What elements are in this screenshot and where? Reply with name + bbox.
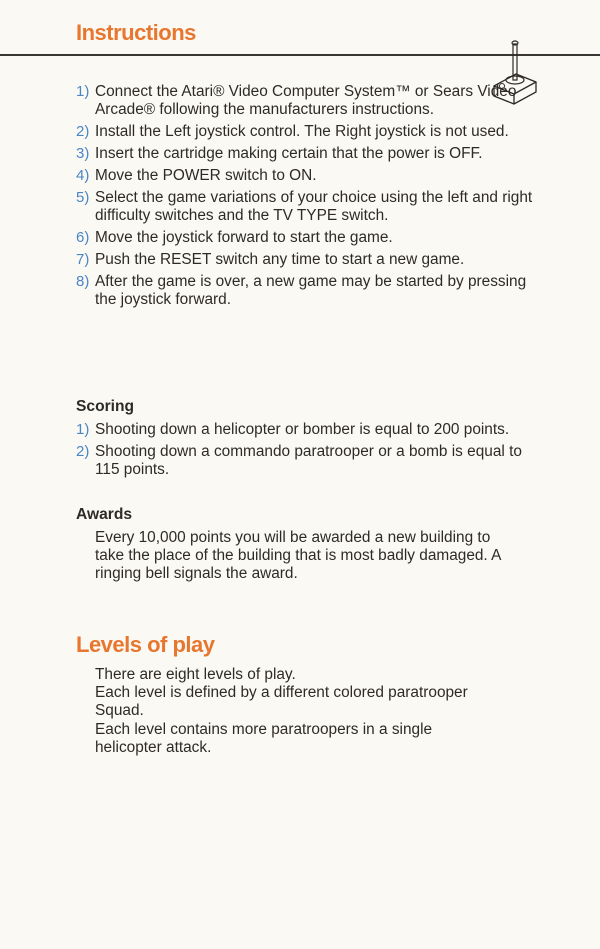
step-number: 7) <box>76 251 90 268</box>
step-number: 2) <box>76 123 90 140</box>
step-text: Connect the Atari® Video Computer System™ or Sears Video Arcade® following the manufacturers instructions. <box>95 83 517 118</box>
item-text: Shooting down a commando paratrooper or a bomb is equal to 115 points. <box>95 443 522 478</box>
step-number: 1) <box>76 83 90 100</box>
step-number: 5) <box>76 189 90 206</box>
step-number: 3) <box>76 145 90 162</box>
list-item <box>76 251 536 269</box>
step-text: Move the POWER switch to ON. <box>95 167 317 184</box>
step-text: Insert the cartridge making certain that the power is OFF. <box>95 145 483 162</box>
step-text: Move the joystick forward to start the game. <box>95 229 393 246</box>
list-item <box>76 273 536 309</box>
list-item <box>76 83 536 119</box>
step-number: 4) <box>76 167 90 184</box>
list-item <box>76 189 536 225</box>
list-item <box>76 421 536 439</box>
levels-line: Each level is defined by a different colored paratrooper Squad. <box>95 684 468 720</box>
step-number: 8) <box>76 273 90 290</box>
levels-line: Each level contains more paratroopers in a single helicopter attack. <box>95 720 433 756</box>
step-text: Install the Left joystick control. The Right joystick is not used. <box>95 123 509 140</box>
step-text: Select the game variations of your choice using the left and right difficulty switches and the TV TYPE switch. <box>95 189 533 224</box>
list-item <box>76 229 536 247</box>
step-text: Push the RESET switch any time to start a new game. <box>95 251 465 268</box>
awards-text: Every 10,000 points you will be awarded a new building to take the place of the building that is most badly damaged. A ringing bell signals the award. <box>95 529 501 583</box>
levels-heading: Levels of play <box>76 632 215 657</box>
list-item <box>76 167 536 185</box>
step-number: 6) <box>76 229 90 246</box>
list-item <box>76 145 536 163</box>
list-item <box>76 123 536 141</box>
awards-heading: Awards <box>76 506 133 523</box>
levels-paragraph <box>95 666 490 757</box>
item-text: Shooting down a helicopter or bomber is equal to 200 points. <box>95 421 510 438</box>
step-text: After the game is over, a new game may be started by pressing the joystick forward. <box>95 273 527 308</box>
levels-line: There are eight levels of play. <box>95 666 296 683</box>
scoring-heading: Scoring <box>76 398 135 415</box>
scoring-list <box>76 421 536 479</box>
instructions-list <box>76 83 536 309</box>
instructions-heading: Instructions <box>76 20 196 45</box>
item-number: 1) <box>76 421 90 438</box>
item-number: 2) <box>76 443 90 460</box>
list-item <box>76 443 536 479</box>
